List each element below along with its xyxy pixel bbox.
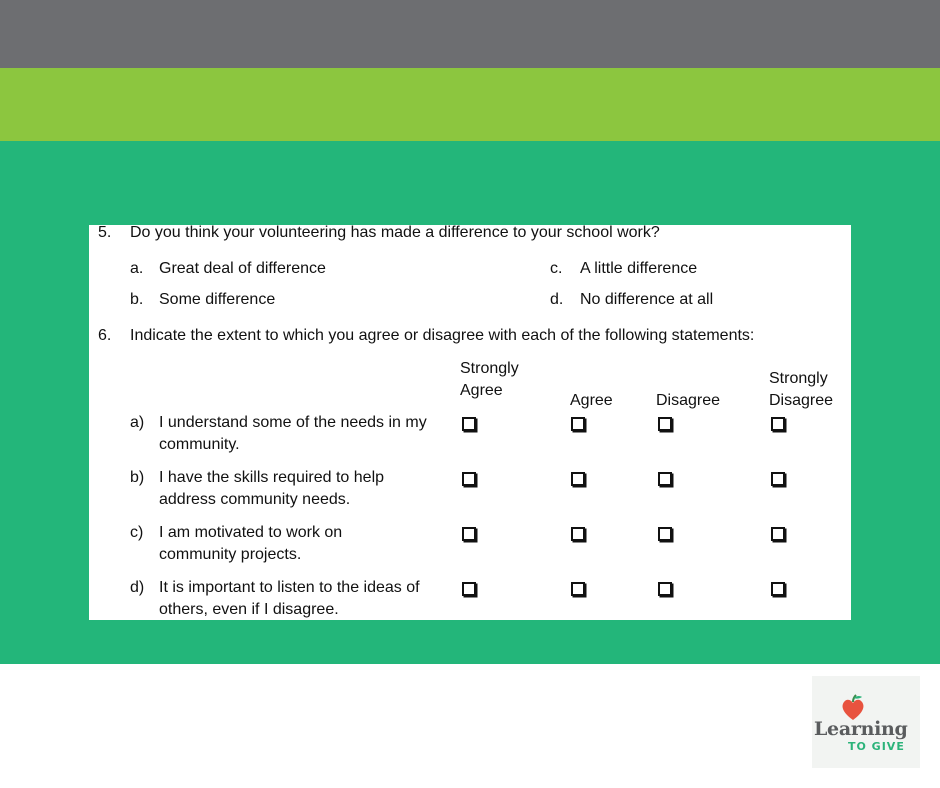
checkbox-d-agree[interactable] — [571, 582, 585, 596]
statement-c-letter: c) — [130, 524, 144, 541]
statement-d-letter: d) — [130, 579, 145, 596]
q6-text: Indicate the extent to which you agree or disagree with each of the following statements: — [130, 327, 755, 344]
column-strongly-agree: Strongly Agree — [460, 360, 519, 399]
column-agree: Agree — [570, 392, 613, 409]
checkbox-b-disagree[interactable] — [658, 472, 672, 486]
statement-d-text: It is important to listen to the ideas of others, even if I disagree. — [159, 579, 420, 618]
statement-b-letter: b) — [130, 469, 145, 486]
q5-option-c-letter: c. — [550, 260, 563, 277]
checkbox-b-strongly-agree[interactable] — [462, 472, 476, 486]
q5-option-b-letter: b. — [130, 291, 144, 308]
logo-learning-text: Learning — [814, 718, 908, 740]
logo-to-give-text: TO GIVE — [848, 740, 905, 753]
q6-number: 6. — [98, 327, 112, 344]
q5-option-d-label: No difference at all — [580, 291, 714, 308]
checkbox-a-agree[interactable] — [571, 417, 585, 431]
checkbox-a-disagree[interactable] — [658, 417, 672, 431]
checkbox-a-strongly-agree[interactable] — [462, 417, 476, 431]
q5-option-d-letter: d. — [550, 291, 564, 308]
statement-a-letter: a) — [130, 414, 145, 431]
q5-number: 5. — [98, 225, 112, 241]
checkbox-c-strongly-agree[interactable] — [462, 527, 476, 541]
q5-option-a-letter: a. — [130, 260, 144, 277]
q5-option-c-label: A little difference — [580, 260, 698, 277]
checkbox-b-agree[interactable] — [571, 472, 585, 486]
lime-accent-band — [0, 68, 940, 141]
checkbox-b-strongly-disagree[interactable] — [771, 472, 785, 486]
checkbox-a-strongly-disagree[interactable] — [771, 417, 785, 431]
checkbox-d-disagree[interactable] — [658, 582, 672, 596]
top-gray-band — [0, 0, 940, 68]
column-disagree: Disagree — [656, 392, 721, 409]
q5-option-b-label: Some difference — [159, 291, 276, 308]
q5-option-a-label: Great deal of difference — [159, 260, 326, 277]
q5-text: Do you think your volunteering has made a difference to your school work? — [130, 225, 660, 241]
column-strongly-disagree: Strongly Disagree — [769, 370, 834, 409]
statement-c-text: I am motivated to work on community projects. — [159, 524, 343, 563]
survey-excerpt — [89, 225, 851, 620]
checkbox-c-agree[interactable] — [571, 527, 585, 541]
checkbox-d-strongly-disagree[interactable] — [771, 582, 785, 596]
checkbox-c-strongly-disagree[interactable] — [771, 527, 785, 541]
checkbox-c-disagree[interactable] — [658, 527, 672, 541]
checkbox-d-strongly-agree[interactable] — [462, 582, 476, 596]
statement-b-text: I have the skills required to help address community needs. — [159, 469, 385, 508]
statement-a-text: I understand some of the needs in my community. — [159, 414, 427, 453]
learning-to-give-logo — [812, 676, 920, 768]
